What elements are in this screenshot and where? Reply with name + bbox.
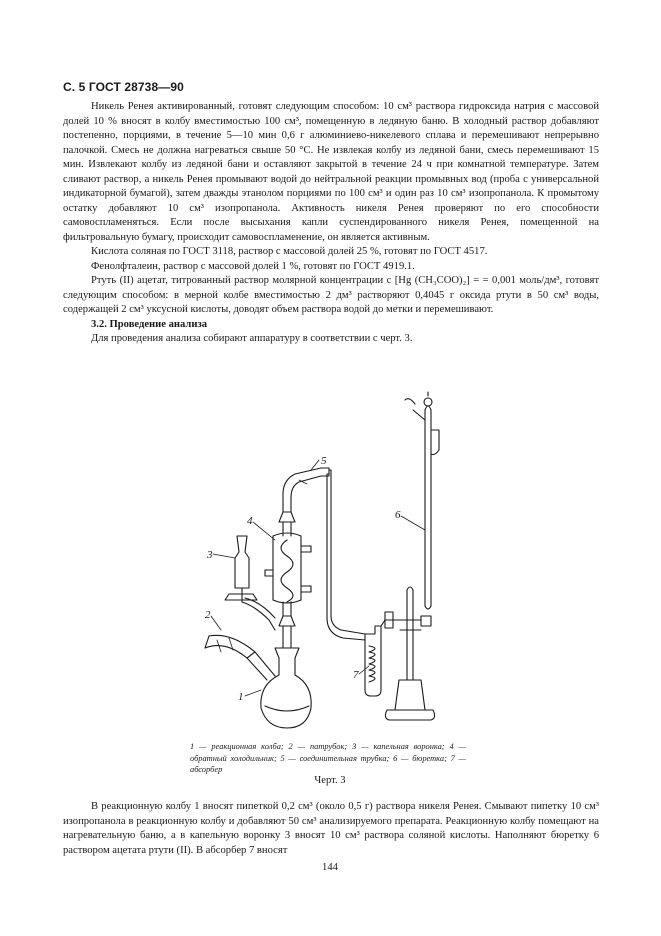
side-tube-drawing bbox=[205, 635, 275, 680]
section-intro: Для проведения анализа собирают аппаратуру в соответствии с черт. 3. bbox=[91, 333, 413, 344]
dropping-funnel-drawing bbox=[225, 536, 275, 630]
stand-drawing bbox=[385, 587, 434, 720]
body-text-top bbox=[63, 100, 599, 347]
label-5: 5 bbox=[321, 455, 327, 467]
apparatus-figure bbox=[195, 390, 465, 735]
label-7: 7 bbox=[353, 669, 359, 681]
paragraph-procedure: В реакционную колбу 1 вносят пипеткой 0,2 см³ (около 0,5 г) раствора никеля Ренея. Смывают пипетку 10 см³ изопропанола в реакционную колбу и добавляют 50 см³ анализируемого препарата. Реакционную колбу помещают на нагревательную баню, а в капельную воронку 3 вносят 10 см³ раствора соляной кислоты. Наполняют бюретку 6 раствором ацетата ртути (II). В абсорбер 7 вносят bbox=[63, 801, 599, 856]
figure-title: Черт. 3 bbox=[314, 775, 346, 786]
label-3: 3 bbox=[207, 549, 213, 561]
connecting-tube-drawing bbox=[279, 468, 365, 640]
paragraph-phenolphthalein: Фенолфталеин, раствор с массовой долей 1 %, готовят по ГОСТ 4919.1. bbox=[91, 260, 415, 272]
paragraph-mercury-acetate: Ртуть (II) ацетат, титрованный раствор молярной концентрации c [Hg (CH₃COO)₂] = = 0,001 моль/дм³, готовят следующим способом: в мерной колбе вместимостью 2 дм³ растворяют 0,4045 г оксида ртути в 50 см³ воды, содержащей 2 см³ уксусной кислоты, доводят объем раствора водой до метки и перемешивают. bbox=[63, 275, 599, 315]
page-header: С. 5 ГОСТ 28738—90 bbox=[63, 80, 184, 94]
paragraph-raney-nickel: Никель Ренея активированный, готовят следующим способом: 10 см³ раствора гидроксида натрия с массовой долей 10 % вносят в колбу вместимостью 100 см³, помещенную в ледяную баню. В холодный раствор добавляют постепенно, порциями, в течение 5—10 мин 0,6 г алюминиево-никелевого сплава и перемешивают непрерывно палочкой. Смесь не должна нагреваться свыше 50 °С. Не извлекая колбу из ледяной бани, смесь перемешивают 15 мин. Извлекают колбу из ледяной бани и оставляют закрытой в течение 24 ч при комнатной температуре. Затем сливают раствор, а никель Ренея промывают водой до нейтральной реакции промывных вод (проба с универсальной индикаторной бумагой), затем дважды этанолом порциями по 100 см³ и один раз 10 см³ изопропанола. К промытому остатку добавляют 10 см³ изопропанола. Активность никеля Ренея проверяют по его способности самовоспламеняться. Если после высыхания капли суспендированного никеля Ренея, помещенной на фильтровальную бумагу, происходит самовоспламенение, он является активным. bbox=[63, 101, 599, 243]
page-number: 144 bbox=[322, 862, 338, 873]
label-1: 1 bbox=[238, 691, 244, 703]
label-2: 2 bbox=[205, 609, 211, 621]
condenser-drawing bbox=[265, 522, 311, 616]
absorber-drawing bbox=[365, 612, 393, 696]
figure-caption: 1 — реакционная колба; 2 — патрубок; 3 — капельная воронка; 4 — обратный холодильник; 5 — соединительная трубка; 6 — бюретка; 7 — абсорбер bbox=[190, 742, 466, 774]
section-heading: 3.2. Проведение анализа bbox=[91, 318, 207, 330]
paragraph-hydrochloric-acid: Кислота соляная по ГОСТ 3118, раствор с массовой долей 25 %, готовят по ГОСТ 4517. bbox=[91, 246, 488, 257]
label-4: 4 bbox=[247, 515, 253, 527]
label-6: 6 bbox=[395, 509, 401, 521]
body-text-bottom bbox=[63, 800, 599, 858]
reaction-flask-drawing bbox=[261, 648, 311, 728]
